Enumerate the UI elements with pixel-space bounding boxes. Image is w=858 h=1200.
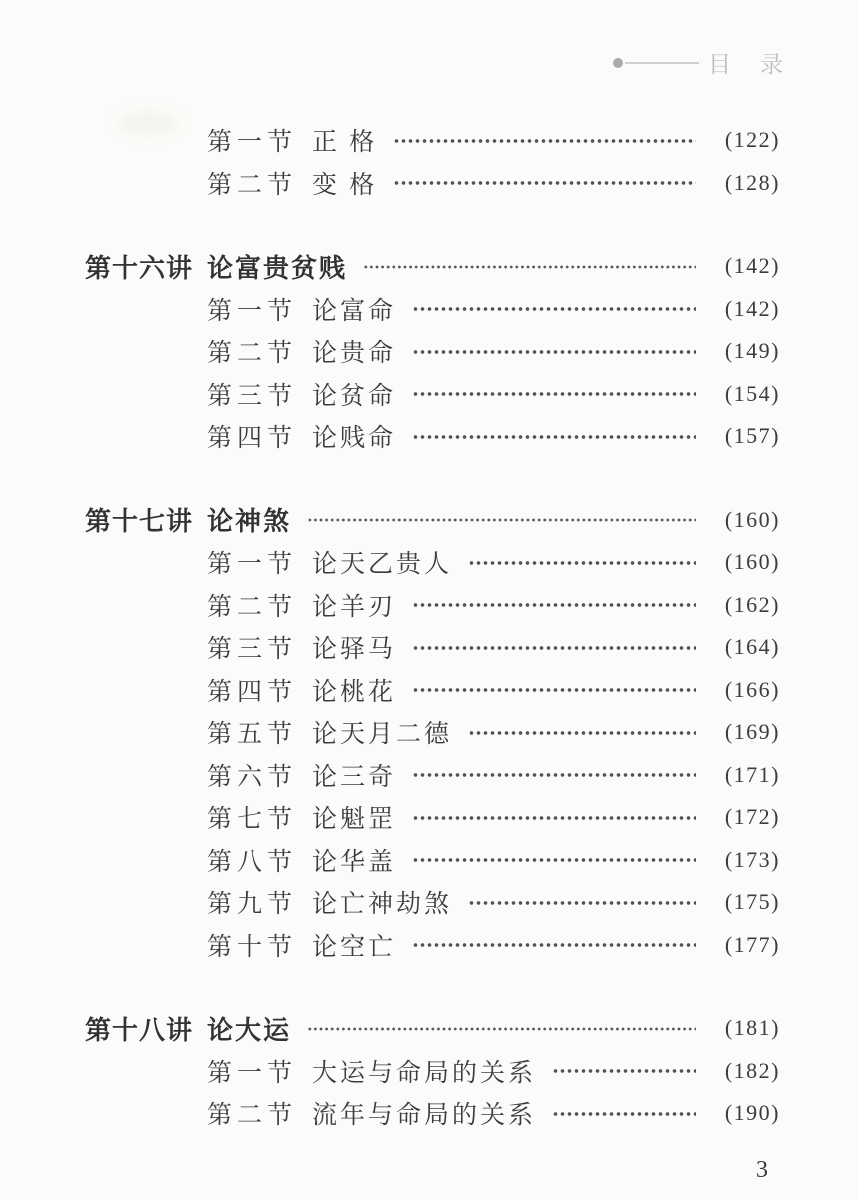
toc-section-row (85, 584, 780, 627)
dotted-leader (552, 1050, 696, 1093)
dotted-leader (468, 541, 696, 584)
entry-page-number: (157) (724, 423, 780, 449)
entry-page-number: (128) (724, 169, 780, 195)
toc-section-row (85, 1092, 780, 1135)
section-title: 论空亡 (312, 933, 397, 961)
dotted-leader (468, 711, 696, 754)
chapter-title: 论神煞 (207, 506, 292, 537)
entry-page-number: (160) (724, 549, 780, 575)
section-title: 论富命 (312, 297, 397, 325)
section-title: 论贫命 (312, 382, 397, 410)
chapter-title: 论富贵贫贱 (207, 252, 348, 283)
dotted-leader (393, 162, 696, 205)
toc-section-row (85, 669, 780, 712)
section-title: 论华盖 (312, 848, 397, 876)
entry-page-number: (190) (724, 1100, 780, 1126)
dotted-leader (307, 499, 696, 542)
dotted-leader (412, 330, 696, 373)
dotted-leader (412, 796, 696, 839)
entry-page-number: (177) (724, 931, 780, 957)
dotted-leader (412, 415, 696, 458)
dotted-leader (412, 288, 696, 331)
section-label: 第六节 (207, 763, 298, 791)
section-title: 论羊刃 (312, 593, 397, 621)
entry-page-number: (160) (724, 506, 780, 532)
toc-group (85, 499, 780, 967)
section-title: 论贵命 (312, 340, 397, 368)
dotted-leader (552, 1092, 696, 1135)
section-label: 第二节 (207, 340, 298, 368)
toc-section-row (85, 839, 780, 882)
section-label: 第十节 (207, 933, 298, 961)
entry-page-number: (171) (724, 761, 780, 787)
section-title: 论三奇 (312, 763, 397, 791)
entry-page-number: (182) (724, 1057, 780, 1083)
dotted-leader (412, 584, 696, 627)
section-label: 第一节 (207, 129, 298, 157)
section-label: 第四节 (207, 425, 298, 453)
header-bullet-dot-icon (613, 58, 623, 68)
dotted-leader (412, 754, 696, 797)
toc-section-row (85, 711, 780, 754)
toc-section-row (85, 415, 780, 458)
toc-section-row (85, 796, 780, 839)
toc-chapter-row (85, 1007, 780, 1050)
dotted-leader (393, 119, 696, 162)
section-label: 第七节 (207, 806, 298, 834)
section-title: 大运与命局的关系 (312, 1059, 537, 1087)
section-label: 第三节 (207, 636, 298, 664)
dotted-leader (468, 881, 696, 924)
section-title: 论天月二德 (312, 721, 453, 749)
chapter-label: 第十六讲 (85, 252, 194, 283)
entry-page-number: (175) (724, 889, 780, 915)
toc-section-row (85, 626, 780, 669)
toc-chapter-row (85, 499, 780, 542)
entry-page-number: (164) (724, 634, 780, 660)
entry-page-number: (173) (724, 846, 780, 872)
dotted-leader (307, 1007, 696, 1050)
entry-page-number: (122) (724, 127, 780, 153)
toc-section-row (85, 288, 780, 331)
section-label: 第一节 (207, 551, 298, 579)
section-label: 第五节 (207, 721, 298, 749)
section-title: 论天乙贵人 (312, 551, 453, 579)
section-label: 第二节 (207, 171, 298, 199)
section-label: 第三节 (207, 382, 298, 410)
section-title: 流年与命局的关系 (312, 1102, 537, 1130)
dotted-leader (412, 839, 696, 882)
section-title: 正 格 (312, 129, 378, 157)
toc-group (85, 245, 780, 458)
toc (85, 119, 780, 1135)
toc-section-row (85, 541, 780, 584)
chapter-title: 论大运 (207, 1014, 292, 1045)
toc-group (85, 1007, 780, 1135)
entry-page-number: (154) (724, 380, 780, 406)
section-title: 论驿马 (312, 636, 397, 664)
toc-group (85, 119, 780, 204)
section-title: 论魁罡 (312, 806, 397, 834)
dotted-leader (363, 245, 696, 288)
entry-page-number: (142) (724, 295, 780, 321)
entry-page-number: (149) (724, 338, 780, 364)
toc-section-row (85, 119, 780, 162)
section-title: 变 格 (312, 171, 378, 199)
section-label: 第四节 (207, 678, 298, 706)
chapter-label: 第十七讲 (85, 506, 194, 537)
page-number: 3 (756, 1157, 768, 1183)
toc-section-row (85, 1050, 780, 1093)
section-label: 第九节 (207, 891, 298, 919)
header-rule-line (625, 62, 699, 64)
section-label: 第二节 (207, 1102, 298, 1130)
section-title: 论桃花 (312, 678, 397, 706)
entry-page-number: (142) (724, 253, 780, 279)
toc-section-row (85, 162, 780, 205)
section-title: 论亡神劫煞 (312, 891, 453, 919)
entry-page-number: (169) (724, 719, 780, 745)
section-label: 第二节 (207, 593, 298, 621)
toc-section-row (85, 881, 780, 924)
entry-page-number: (172) (724, 804, 780, 830)
chapter-label: 第十八讲 (85, 1014, 194, 1045)
dotted-leader (412, 924, 696, 967)
toc-chapter-row (85, 245, 780, 288)
entry-page-number: (181) (724, 1015, 780, 1041)
dotted-leader (412, 669, 696, 712)
dotted-leader (412, 373, 696, 416)
section-label: 第一节 (207, 297, 298, 325)
page-header (613, 46, 786, 79)
toc-section-row (85, 754, 780, 797)
entry-page-number: (162) (724, 591, 780, 617)
toc-section-row (85, 373, 780, 416)
header-title: 目 录 (708, 51, 786, 77)
entry-page-number: (166) (724, 676, 780, 702)
toc-section-row (85, 924, 780, 967)
section-label: 第八节 (207, 848, 298, 876)
section-title: 论贱命 (312, 425, 397, 453)
section-label: 第一节 (207, 1059, 298, 1087)
dotted-leader (412, 626, 696, 669)
toc-section-row (85, 330, 780, 373)
